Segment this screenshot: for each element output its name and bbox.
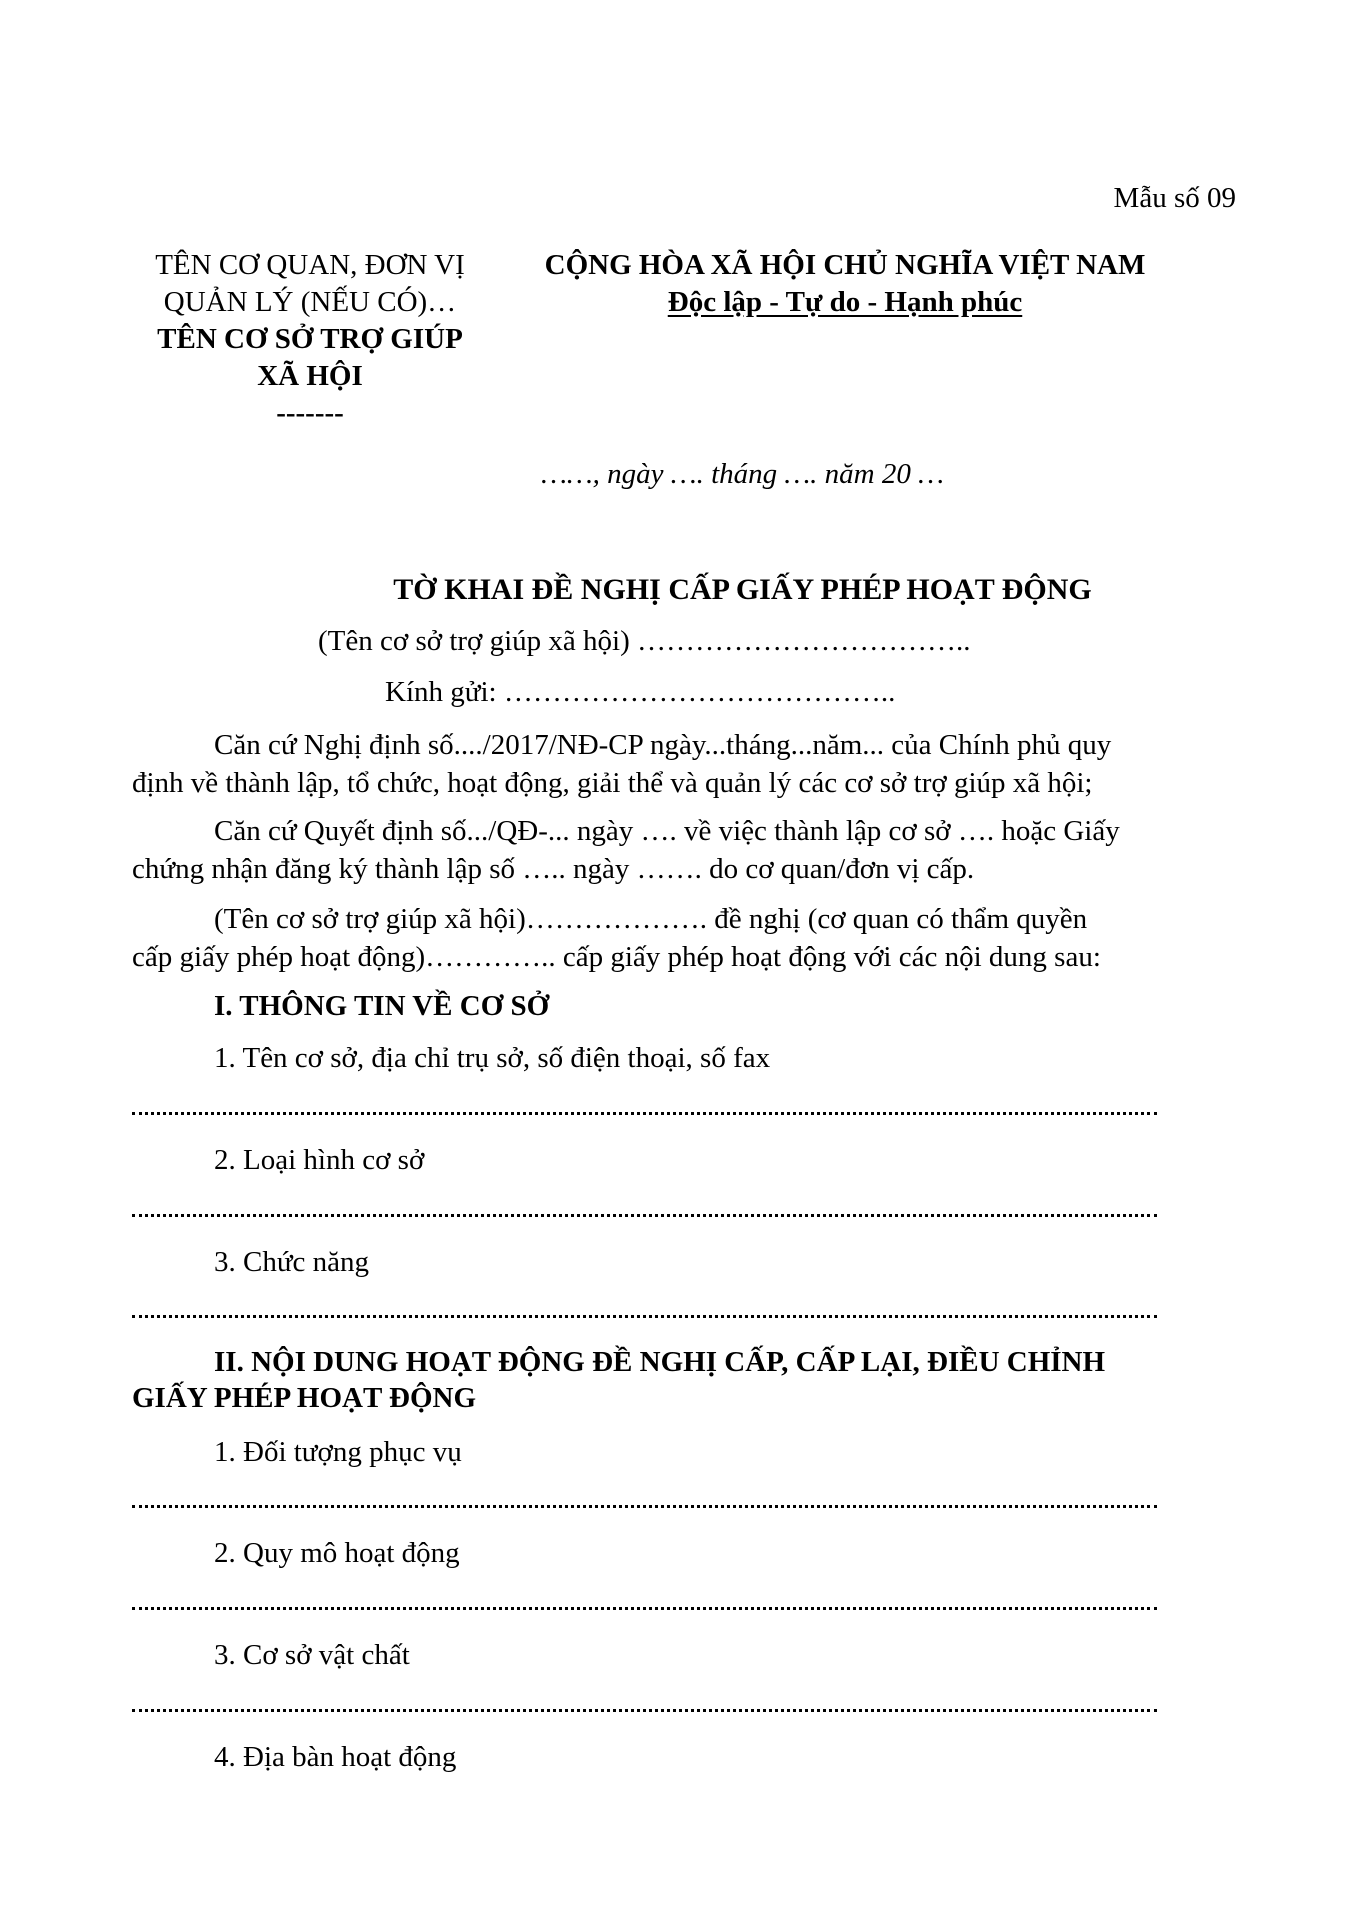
section-2-item-3: 3. Cơ sở vật chất [214,1639,410,1671]
basis-1-line-1: Căn cứ Nghị định số..../2017/NĐ-CP ngày...tháng...năm... của Chính phủ quy [214,729,1112,761]
basis-2-line-2: chứng nhận đăng ký thành lập số ….. ngày ……. do cơ quan/đơn vị cấp. [132,853,975,885]
basis-2-line-1: Căn cứ Quyết định số.../QĐ-... ngày …. về việc thành lập cơ sở …. hoặc Giấy [214,815,1120,847]
facility-name-line: (Tên cơ sở trợ giúp xã hội) …………………………….. [318,625,971,657]
section-2-item-4: 4. Địa bàn hoạt động [214,1741,457,1773]
basis-paragraph-1 [132,726,1232,802]
section-2-heading-line-1: II. NỘI DUNG HOẠT ĐỘNG ĐỀ NGHỊ CẤP, CẤP LẠI, ĐIỀU CHỈNH [214,1346,1106,1378]
section-1-item-1: 1. Tên cơ sở, địa chỉ trụ sở, số điện thoại, số fax [214,1042,771,1074]
agency-separator: ------- [276,397,344,429]
section-1-heading: I. THÔNG TIN VỀ CƠ SỞ [214,990,550,1022]
request-line-1: (Tên cơ sở trợ giúp xã hội)………………. đề nghị (cơ quan có thẩm quyền [214,903,1088,935]
request-paragraph [132,900,1232,976]
national-header [520,247,1170,321]
recipient-line: Kính gửi: ………………………………….. [385,676,896,708]
fill-line [132,1313,1157,1318]
basis-paragraph-2 [132,812,1232,888]
national-title: CỘNG HÒA XÃ HỘI CHỦ NGHĨA VIỆT NAM [544,249,1146,281]
request-line-2: cấp giấy phép hoạt động)………….. cấp giấy phép hoạt động với các nội dung sau: [132,941,1101,973]
agency-line-2: QUẢN LÝ (NẾU CÓ)… [163,286,457,318]
section-1-item-2: 2. Loại hình cơ sở [214,1144,425,1176]
fill-line [132,1503,1157,1508]
fill-line [132,1605,1157,1610]
section-2-heading-line-2: GIẤY PHÉP HOẠT ĐỘNG [132,1382,477,1414]
national-motto: Độc lập - Tự do - Hạnh phúc [667,286,1023,318]
agency-line-3: TÊN CƠ SỞ TRỢ GIÚP [157,323,463,355]
fill-line [132,1212,1157,1217]
section-1-item-3: 3. Chức năng [214,1246,370,1278]
agency-line-1: TÊN CƠ QUAN, ĐƠN VỊ [155,249,465,281]
agency-line-4: XÃ HỘI [257,360,363,392]
section-2-item-2: 2. Quy mô hoạt động [214,1537,460,1569]
date-line: ……, ngày …. tháng …. năm 20 … [541,458,944,490]
section-2-item-1: 1. Đối tượng phục vụ [214,1436,462,1468]
fill-line [132,1707,1157,1712]
document-title: TỜ KHAI ĐỀ NGHỊ CẤP GIẤY PHÉP HOẠT ĐỘNG [393,573,1092,606]
basis-1-line-2: định về thành lập, tổ chức, hoạt động, giải thể và quản lý các cơ sở trợ giúp xã hội; [132,767,1093,799]
fill-line [132,1110,1157,1115]
form-number: Mẫu số 09 [1113,182,1236,214]
section-2-heading [132,1344,1232,1416]
agency-header [120,247,500,432]
